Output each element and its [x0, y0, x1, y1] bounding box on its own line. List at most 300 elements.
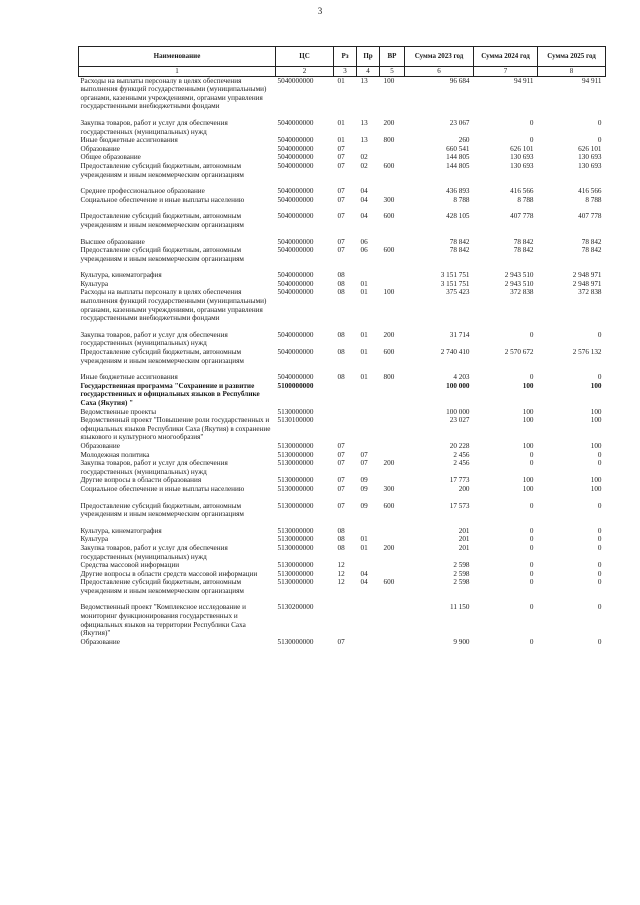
cell-sum-2025: 416 566 [578, 187, 602, 196]
cell-pr [357, 603, 380, 637]
cell-name: Общее образование [80, 153, 141, 162]
cell-rz: 07 [337, 161, 345, 170]
column-number-row [79, 67, 606, 77]
cell-name: Ведомственный проект "Комплексное исследование и мониторинг функционирования государственных и официальных языков на территории Республики Саха (Якутия)" [80, 603, 246, 638]
table-row [79, 416, 606, 442]
cell-pr: 09 [360, 484, 368, 493]
cell-sum-2024: 0 [529, 136, 534, 145]
cell-rz: 07 [337, 450, 345, 459]
cell-cs: 5040000000 [277, 373, 314, 382]
cell-name: Высшее образование [80, 237, 145, 246]
cell-name: Культура [80, 279, 109, 288]
cell-sum-2023: 20 228 [449, 441, 470, 450]
column-header-sum-2023: Сумма 2023 год [405, 47, 474, 67]
cell-sum-2025: 130 693 [578, 153, 602, 162]
cell-sum-2023: 100 000 [446, 407, 470, 416]
cell-cs: 5040000000 [277, 271, 314, 280]
row-spacer-cell [79, 230, 606, 238]
cell-vr [380, 145, 405, 154]
cell-sum-2024: 2 943 510 [504, 279, 534, 288]
column-number: 8 [538, 67, 606, 77]
cell-sum-2025: 94 911 [582, 76, 602, 85]
cell-pr: 09 [360, 476, 368, 485]
cell-sum-2023: 4 203 [453, 373, 470, 382]
cell-cs: 5130000000 [277, 407, 314, 416]
cell-vr [380, 442, 405, 451]
cell-sum-2024: 0 [529, 578, 534, 587]
cell-name: Предоставление субсидий бюджетным, автономным учреждениям и иным некоммерческим организациям [80, 246, 244, 263]
cell-name: Другие вопросы в области образования [80, 476, 202, 485]
cell-sum-2024: 0 [529, 459, 534, 468]
cell-pr: 01 [360, 288, 368, 297]
cell-cs: 5130000000 [277, 535, 314, 544]
cell-pr: 04 [360, 187, 368, 196]
cell-sum-2025: 78 842 [581, 246, 602, 255]
cell-rz: 07 [337, 476, 345, 485]
cell-cs: 5040000000 [277, 136, 314, 145]
cell-sum-2023: 201 [458, 543, 470, 552]
table-row [79, 348, 606, 365]
column-number: 3 [334, 67, 357, 77]
table-row [79, 561, 606, 570]
cell-rz: 07 [337, 187, 345, 196]
table-row [79, 485, 606, 494]
cell-sum-2025: 0 [597, 603, 602, 612]
cell-sum-2023: 375 423 [446, 288, 470, 297]
cell-name: Закупка товаров, работ и услуг для обеспечения государственных (муниципальных) нужд [80, 543, 228, 561]
cell-rz: 12 [337, 569, 345, 578]
cell-sum-2024: 100 [522, 441, 534, 450]
cell-rz: 07 [337, 144, 345, 153]
cell-vr [380, 451, 405, 460]
cell-sum-2024: 416 566 [510, 187, 534, 196]
page-number: 3 [317, 6, 323, 16]
column-header-pr: Пр [357, 47, 380, 67]
cell-pr: 01 [360, 330, 368, 339]
row-spacer [79, 323, 606, 331]
cell-sum-2023: 100 000 [446, 381, 470, 390]
cell-rz: 07 [337, 637, 345, 646]
cell-sum-2023: 23 067 [449, 118, 470, 127]
cell-pr [357, 382, 380, 408]
row-spacer-cell [79, 519, 606, 527]
cell-cs: 5100000000 [277, 381, 314, 390]
column-header-rz: Рз [334, 47, 357, 67]
table-body [79, 76, 606, 646]
cell-sum-2024: 100 [522, 416, 534, 425]
cell-cs: 5040000000 [277, 76, 314, 85]
cell-sum-2024: 407 778 [510, 212, 534, 221]
cell-rz: 07 [337, 501, 345, 510]
cell-sum-2023: 200 [458, 484, 470, 493]
cell-sum-2023: 201 [458, 535, 470, 544]
table-row [79, 238, 606, 247]
cell-vr [380, 476, 405, 485]
cell-rz: 12 [337, 578, 345, 587]
cell-sum-2025: 0 [597, 543, 602, 552]
cell-name: Расходы на выплаты персоналу в целях обеспечения выполнения функций государственными (муниципальными) органами, казенными учреждениями, органами управления государственными внебюджетными фондами [80, 288, 267, 323]
cell-cs: 5040000000 [277, 330, 314, 339]
cell-pr [357, 145, 380, 154]
row-spacer-cell [79, 179, 606, 187]
cell-name: Предоставление субсидий бюджетным, автономным учреждениям и иным некоммерческим организациям [80, 578, 244, 595]
cell-vr [380, 408, 405, 417]
row-spacer [79, 519, 606, 527]
cell-pr: 01 [360, 543, 368, 552]
cell-rz: 12 [337, 561, 345, 570]
cell-name: Предоставление субсидий бюджетным, автономным учреждениям и иным некоммерческим организациям [80, 501, 244, 519]
cell-vr [380, 527, 405, 536]
cell-name: Культура, кинематография [80, 526, 162, 535]
cell-sum-2024: 0 [529, 450, 534, 459]
cell-sum-2025: 100 [590, 407, 602, 416]
cell-sum-2023: 31 714 [449, 330, 470, 339]
cell-pr: 13 [360, 136, 368, 145]
cell-rz: 07 [337, 484, 345, 493]
table-row [79, 212, 606, 229]
cell-sum-2023: 11 150 [450, 603, 470, 612]
cell-name: Закупка товаров, работ и услуг для обеспечения государственных (муниципальных) нужд [80, 118, 228, 136]
cell-sum-2023: 9 900 [453, 637, 470, 646]
cell-pr: 01 [360, 348, 368, 357]
cell-sum-2024: 0 [529, 569, 534, 578]
cell-vr: 600 [383, 501, 395, 510]
cell-vr: 200 [383, 118, 395, 127]
budget-table [78, 46, 606, 646]
cell-sum-2024: 0 [529, 330, 534, 339]
cell-cs: 5040000000 [277, 348, 314, 357]
cell-cs: 5040000000 [277, 118, 314, 127]
table-row [79, 280, 606, 289]
cell-sum-2024: 100 [522, 407, 534, 416]
cell-name: Закупка товаров, работ и услуг для обеспечения государственных (муниципальных) нужд [80, 330, 228, 348]
cell-rz: 08 [337, 373, 345, 382]
row-spacer [79, 230, 606, 238]
cell-name: Предоставление субсидий бюджетным, автономным учреждениям и иным некоммерческим организациям [80, 348, 244, 365]
table-row [79, 502, 606, 519]
row-spacer [79, 111, 606, 119]
cell-sum-2024: 626 101 [510, 144, 534, 153]
table-row [79, 451, 606, 460]
cell-vr: 200 [383, 330, 395, 339]
cell-sum-2024: 0 [529, 118, 534, 127]
cell-pr: 01 [360, 279, 368, 288]
table-row [79, 535, 606, 544]
table-header-row [79, 47, 606, 67]
cell-cs: 5130000000 [277, 441, 314, 450]
row-spacer [79, 204, 606, 212]
cell-cs: 5130000000 [277, 569, 314, 578]
cell-pr [357, 271, 380, 280]
cell-sum-2023: 2 740 410 [440, 348, 470, 357]
cell-sum-2024: 100 [522, 484, 534, 493]
column-header-sum-2025: Сумма 2025 год [538, 47, 606, 67]
table-row [79, 408, 606, 417]
cell-sum-2025: 100 [590, 441, 602, 450]
cell-vr: 200 [383, 459, 395, 468]
column-number: 6 [405, 67, 474, 77]
cell-cs: 5040000000 [277, 237, 314, 246]
cell-rz [334, 603, 357, 637]
cell-sum-2023: 144 805 [446, 153, 470, 162]
row-spacer [79, 179, 606, 187]
cell-sum-2024: 0 [529, 637, 534, 646]
cell-rz: 08 [337, 348, 345, 357]
cell-sum-2024: 0 [529, 526, 534, 535]
cell-sum-2023: 17 773 [449, 476, 470, 485]
table-row [79, 153, 606, 162]
cell-rz: 01 [337, 76, 345, 85]
cell-sum-2023: 3 151 751 [440, 279, 470, 288]
cell-vr: 800 [383, 136, 395, 145]
cell-sum-2025: 0 [597, 450, 602, 459]
row-spacer [79, 365, 606, 373]
cell-vr: 100 [383, 288, 395, 297]
cell-rz: 08 [337, 271, 345, 280]
table-row [79, 476, 606, 485]
table-row [79, 570, 606, 579]
cell-cs: 5130000000 [277, 484, 314, 493]
cell-sum-2025: 0 [597, 561, 602, 570]
cell-sum-2025: 130 693 [578, 161, 602, 170]
cell-name: Иные бюджетные ассигнования [80, 136, 178, 145]
table-row [79, 527, 606, 536]
cell-sum-2024: 2 570 672 [504, 348, 534, 357]
cell-rz: 07 [337, 212, 345, 221]
cell-sum-2025: 0 [597, 330, 602, 339]
cell-pr: 07 [360, 459, 368, 468]
cell-pr: 01 [360, 373, 368, 382]
row-spacer-cell [79, 111, 606, 119]
cell-rz: 08 [337, 330, 345, 339]
cell-vr [380, 187, 405, 196]
cell-sum-2024: 0 [529, 603, 534, 612]
cell-sum-2024: 130 693 [510, 153, 534, 162]
cell-pr: 04 [360, 195, 368, 204]
cell-sum-2024: 94 911 [514, 76, 534, 85]
cell-sum-2023: 2 598 [453, 569, 470, 578]
cell-sum-2024: 78 842 [513, 246, 534, 255]
cell-sum-2024: 78 842 [513, 237, 534, 246]
cell-cs: 5130200000 [277, 603, 314, 612]
cell-vr [380, 535, 405, 544]
cell-vr: 600 [383, 348, 395, 357]
cell-sum-2023: 23 027 [449, 416, 470, 425]
cell-sum-2024: 0 [529, 561, 534, 570]
cell-sum-2024: 0 [529, 373, 534, 382]
cell-pr: 07 [360, 450, 368, 459]
cell-pr: 06 [360, 237, 368, 246]
cell-cs: 5130000000 [277, 459, 314, 468]
column-header-vr: ВР [380, 47, 405, 67]
cell-cs: 5040000000 [277, 153, 314, 162]
cell-name: Культура [80, 535, 109, 544]
cell-name: Молодежная политика [80, 450, 150, 459]
cell-sum-2025: 100 [590, 416, 602, 425]
cell-name: Среднее профессиональное образование [80, 187, 205, 196]
cell-name: Предоставление субсидий бюджетным, автономным учреждениям и иным некоммерческим организациям [80, 212, 244, 229]
cell-sum-2023: 78 842 [449, 246, 470, 255]
table-row [79, 382, 606, 408]
row-spacer-cell [79, 494, 606, 502]
cell-sum-2025: 0 [597, 569, 602, 578]
row-spacer-cell [79, 323, 606, 331]
cell-sum-2023: 2 456 [453, 450, 470, 459]
table-row [79, 145, 606, 154]
cell-cs: 5040000000 [277, 195, 314, 204]
cell-rz [334, 416, 357, 442]
cell-cs: 5130000000 [277, 578, 314, 587]
cell-sum-2025: 0 [597, 535, 602, 544]
cell-sum-2025: 0 [597, 136, 602, 145]
cell-vr: 200 [383, 543, 395, 552]
cell-name: Культура, кинематография [80, 271, 162, 280]
cell-sum-2024: 130 693 [510, 161, 534, 170]
cell-cs: 5130000000 [277, 561, 314, 570]
cell-vr [380, 416, 405, 442]
cell-sum-2025: 2 948 971 [572, 279, 602, 288]
table-row [79, 442, 606, 451]
cell-name: Образование [80, 144, 120, 153]
cell-cs: 5130000000 [277, 450, 314, 459]
cell-sum-2025: 626 101 [578, 144, 602, 153]
cell-vr [380, 603, 405, 637]
cell-pr [357, 527, 380, 536]
table-row [79, 578, 606, 595]
cell-sum-2025: 0 [597, 501, 602, 510]
cell-name: Образование [80, 441, 120, 450]
cell-sum-2024: 8 788 [517, 195, 534, 204]
cell-rz [334, 382, 357, 408]
cell-rz: 08 [337, 288, 345, 297]
cell-sum-2025: 100 [590, 484, 602, 493]
cell-sum-2024: 0 [529, 543, 534, 552]
cell-pr: 13 [360, 76, 368, 85]
cell-pr [357, 442, 380, 451]
cell-vr: 600 [383, 578, 395, 587]
column-number: 1 [79, 67, 276, 77]
cell-sum-2023: 144 805 [446, 161, 470, 170]
row-spacer-cell [79, 204, 606, 212]
cell-sum-2023: 201 [458, 526, 470, 535]
cell-pr: 04 [360, 578, 368, 587]
cell-sum-2025: 2 576 132 [572, 348, 602, 357]
table-row [79, 187, 606, 196]
cell-cs: 5040000000 [277, 246, 314, 255]
cell-sum-2023: 8 788 [453, 195, 470, 204]
cell-rz: 07 [337, 237, 345, 246]
cell-vr: 600 [383, 212, 395, 221]
cell-cs: 5040000000 [277, 161, 314, 170]
cell-sum-2024: 100 [522, 381, 534, 390]
cell-vr: 300 [383, 484, 395, 493]
cell-sum-2023: 96 684 [449, 76, 470, 85]
column-header-cs: ЦС [276, 47, 334, 67]
cell-rz: 07 [337, 441, 345, 450]
cell-pr: 01 [360, 535, 368, 544]
cell-sum-2024: 0 [529, 501, 534, 510]
cell-sum-2025: 0 [597, 578, 602, 587]
table-row [79, 76, 606, 111]
cell-cs: 5040000000 [277, 288, 314, 297]
column-number: 5 [380, 67, 405, 77]
cell-name: Средства массовой информации [80, 561, 180, 570]
cell-sum-2023: 17 573 [449, 501, 470, 510]
cell-sum-2023: 2 598 [453, 578, 470, 587]
cell-sum-2023: 660 541 [446, 144, 470, 153]
cell-rz: 01 [337, 118, 345, 127]
row-spacer [79, 263, 606, 271]
cell-vr [380, 570, 405, 579]
table-row [79, 271, 606, 280]
cell-pr [357, 561, 380, 570]
cell-cs: 5040000000 [277, 279, 314, 288]
cell-sum-2025: 0 [597, 118, 602, 127]
cell-cs: 5040000000 [277, 212, 314, 221]
cell-rz: 07 [337, 195, 345, 204]
cell-pr [357, 638, 380, 647]
column-number: 4 [357, 67, 380, 77]
cell-name: Предоставление субсидий бюджетным, автономным учреждениям и иным некоммерческим организациям [80, 161, 244, 179]
cell-sum-2023: 260 [458, 136, 470, 145]
cell-vr [380, 638, 405, 647]
cell-sum-2023: 78 842 [449, 237, 470, 246]
cell-pr: 09 [360, 501, 368, 510]
cell-sum-2023: 428 105 [446, 212, 470, 221]
cell-name: Иные бюджетные ассигнования [80, 373, 178, 382]
column-number: 7 [474, 67, 538, 77]
table-row [79, 119, 606, 136]
row-spacer [79, 494, 606, 502]
table-row [79, 638, 606, 647]
column-header-name: Наименование [79, 47, 276, 67]
cell-rz: 07 [337, 459, 345, 468]
row-spacer [79, 595, 606, 603]
cell-cs: 5130000000 [277, 526, 314, 535]
table-row [79, 136, 606, 145]
cell-sum-2025: 0 [597, 637, 602, 646]
cell-sum-2023: 3 151 751 [440, 271, 470, 280]
cell-sum-2025: 372 838 [578, 288, 602, 297]
cell-rz: 07 [337, 246, 345, 255]
cell-sum-2024: 100 [522, 476, 534, 485]
cell-pr: 13 [360, 118, 368, 127]
row-spacer-cell [79, 365, 606, 373]
cell-pr: 02 [360, 161, 368, 170]
cell-pr: 04 [360, 212, 368, 221]
cell-name: Ведомственные проекты [80, 407, 157, 416]
cell-cs: 5130000000 [277, 501, 314, 510]
row-spacer-cell [79, 263, 606, 271]
cell-sum-2023: 2 598 [453, 561, 470, 570]
cell-vr [380, 153, 405, 162]
column-number: 2 [276, 67, 334, 77]
table-row [79, 162, 606, 179]
cell-rz [334, 408, 357, 417]
cell-name: Государственная программа "Сохранение и развитие государственных и официальных языков в Республике Саха (Якутия) " [80, 381, 260, 407]
cell-rz: 08 [337, 526, 345, 535]
cell-sum-2025: 8 788 [585, 195, 602, 204]
cell-name: Другие вопросы в области средств массовой информации [80, 569, 258, 578]
table-row [79, 288, 606, 322]
cell-sum-2025: 100 [590, 381, 602, 390]
table-row [79, 246, 606, 263]
row-spacer-cell [79, 595, 606, 603]
cell-vr: 300 [383, 195, 395, 204]
cell-vr [380, 382, 405, 408]
cell-pr: 02 [360, 153, 368, 162]
cell-vr: 600 [383, 161, 395, 170]
